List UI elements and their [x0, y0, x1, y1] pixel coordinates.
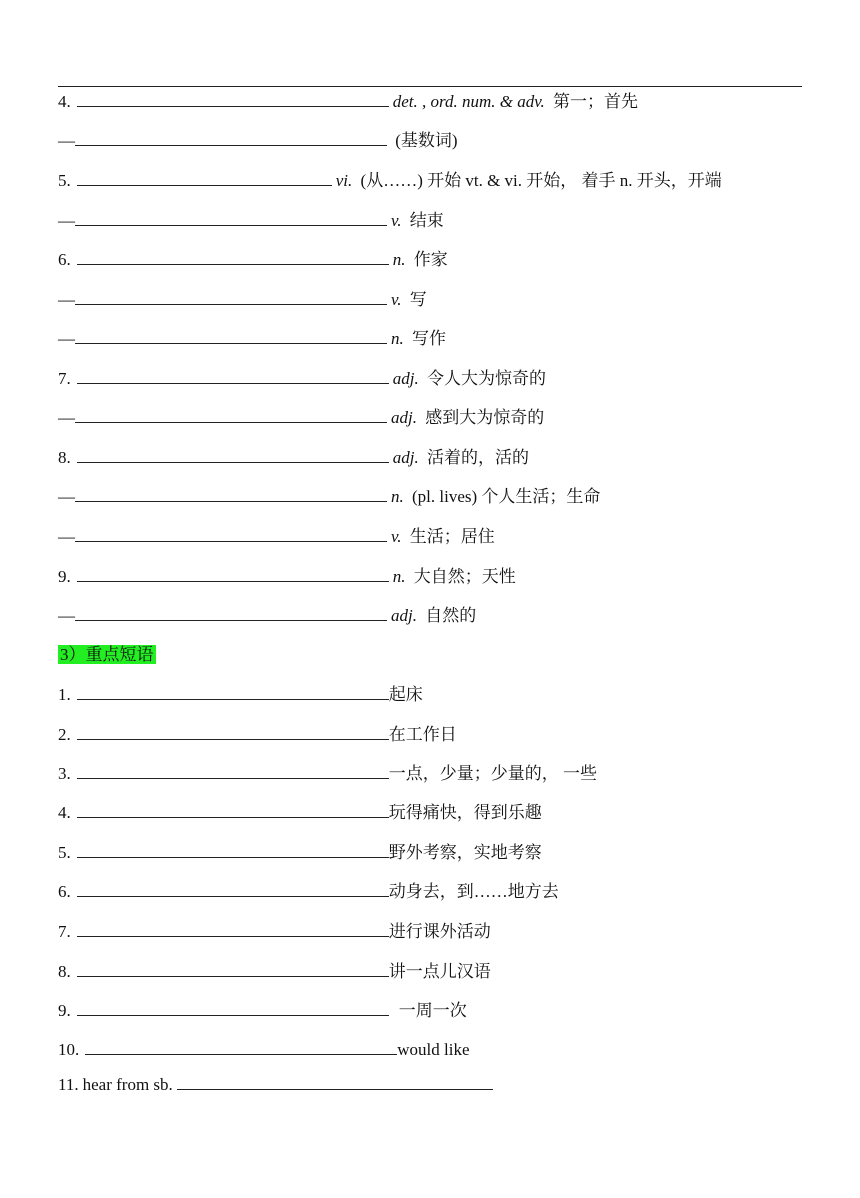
- worksheet-line: [58, 841, 542, 863]
- worksheet-line: [58, 920, 491, 942]
- answer-blank[interactable]: [77, 90, 389, 107]
- worksheet-line: [58, 288, 427, 310]
- section-title: 3）重点短语: [60, 645, 154, 664]
- part-of-speech: n.: [391, 329, 404, 348]
- item-number: —: [58, 211, 75, 230]
- item-number: —: [58, 408, 75, 427]
- worksheet-line: [58, 90, 638, 112]
- worksheet-line: [58, 644, 156, 666]
- worksheet-line: [58, 960, 491, 982]
- part-of-speech: adj.: [391, 408, 417, 427]
- answer-blank[interactable]: [77, 920, 389, 937]
- part-of-speech: v.: [391, 290, 402, 309]
- answer-blank[interactable]: [77, 841, 389, 858]
- answer-blank[interactable]: [77, 169, 332, 186]
- answer-blank[interactable]: [77, 960, 389, 977]
- item-number: 8.: [58, 962, 71, 981]
- answer-blank[interactable]: [77, 367, 389, 384]
- worksheet-line: [58, 327, 446, 349]
- answer-blank[interactable]: [77, 723, 389, 740]
- phrase-prompt: hear from sb.: [82, 1075, 173, 1094]
- answer-blank[interactable]: [75, 129, 387, 146]
- meaning: (从……) 开始 vt. & vi. 开始， 着手 n. 开头，开端: [356, 171, 722, 190]
- item-number: 9.: [58, 1001, 71, 1020]
- worksheet-line: [58, 762, 597, 784]
- worksheet-line: [58, 209, 444, 231]
- item-number: —: [58, 329, 75, 348]
- part-of-speech: adj.: [391, 606, 417, 625]
- answer-blank[interactable]: [177, 1073, 493, 1090]
- item-number: 7.: [58, 922, 71, 941]
- item-number: 11.: [58, 1075, 79, 1094]
- worksheet-line: [58, 723, 457, 745]
- meaning: 在工作日: [388, 725, 457, 744]
- meaning: 令人大为惊奇的: [422, 369, 546, 388]
- meaning: 一点，少量；少量的， 一些: [388, 764, 597, 783]
- answer-blank[interactable]: [77, 248, 389, 265]
- worksheet-line: [58, 485, 600, 507]
- answer-blank[interactable]: [77, 801, 389, 818]
- item-number: 9.: [58, 567, 71, 586]
- worksheet-line: [58, 406, 544, 428]
- answer-blank[interactable]: [77, 762, 389, 779]
- meaning: 大自然；天性: [409, 567, 516, 586]
- answer-blank[interactable]: [77, 446, 389, 463]
- meaning: 野外考察，实地考察: [388, 843, 542, 862]
- worksheet-line: [58, 367, 546, 389]
- top-rule: [58, 86, 802, 87]
- part-of-speech: v.: [391, 527, 402, 546]
- meaning: 自然的: [420, 606, 477, 625]
- meaning: 感到大为惊奇的: [420, 408, 545, 427]
- meaning: 起床: [388, 685, 423, 704]
- item-number: —: [58, 606, 75, 625]
- answer-blank[interactable]: [75, 485, 387, 502]
- meaning: 作家: [409, 250, 448, 269]
- worksheet-line: [58, 565, 516, 587]
- worksheet-line: [58, 999, 467, 1021]
- worksheet-line: [58, 1038, 470, 1060]
- worksheet-line: [58, 604, 476, 626]
- meaning: 生活；居住: [405, 527, 495, 546]
- item-number: 2.: [58, 725, 71, 744]
- meaning: 动身去，到……地方去: [388, 882, 559, 901]
- item-number: 5.: [58, 171, 71, 190]
- part-of-speech: n.: [392, 567, 406, 586]
- meaning: 一周一次: [398, 1001, 467, 1020]
- item-number: 3.: [58, 764, 71, 783]
- answer-blank[interactable]: [75, 327, 387, 344]
- item-number: 10.: [58, 1040, 80, 1059]
- part-of-speech: n.: [392, 250, 406, 269]
- answer-blank[interactable]: [75, 288, 387, 305]
- meaning: 进行课外活动: [388, 922, 491, 941]
- item-number: —: [58, 131, 75, 150]
- answer-blank[interactable]: [77, 880, 389, 897]
- worksheet-line: [58, 525, 495, 547]
- meaning: 玩得痛快，得到乐趣: [388, 803, 542, 822]
- worksheet-line: [58, 129, 458, 151]
- part-of-speech: adj.: [392, 369, 419, 388]
- answer-blank[interactable]: [75, 209, 387, 226]
- worksheet-line: [58, 446, 529, 468]
- answer-blank[interactable]: [75, 604, 387, 621]
- worksheet-line: [58, 880, 559, 902]
- part-of-speech: adj.: [392, 448, 419, 467]
- item-number: 6.: [58, 882, 71, 901]
- meaning: would like: [397, 1040, 470, 1059]
- item-number: 4.: [58, 92, 71, 111]
- answer-blank[interactable]: [77, 999, 389, 1016]
- worksheet-line: [58, 683, 423, 705]
- part-of-speech: det. , ord. num. & adv.: [392, 92, 545, 111]
- meaning: 写作: [407, 329, 446, 348]
- item-number: —: [58, 527, 75, 546]
- worksheet-line: [58, 169, 722, 191]
- answer-blank[interactable]: [77, 683, 389, 700]
- item-number: 4.: [58, 803, 71, 822]
- worksheet-line: [58, 248, 448, 270]
- meaning: 活着的，活的: [422, 448, 529, 467]
- worksheet-line: [58, 1073, 493, 1095]
- item-number: —: [58, 487, 75, 506]
- item-number: —: [58, 290, 75, 309]
- meaning: 讲一点儿汉语: [388, 962, 491, 981]
- answer-blank[interactable]: [75, 525, 387, 542]
- meaning: (基数词): [391, 131, 458, 150]
- item-number: 7.: [58, 369, 71, 388]
- worksheet-line: [58, 801, 542, 823]
- item-number: 8.: [58, 448, 71, 467]
- answer-blank[interactable]: [75, 406, 387, 423]
- item-number: 1.: [58, 685, 71, 704]
- meaning: 写: [405, 290, 427, 309]
- part-of-speech: vi.: [335, 171, 353, 190]
- meaning: (pl. lives) 个人生活；生命: [407, 487, 601, 506]
- answer-blank[interactable]: [85, 1038, 397, 1055]
- meaning: 第一；首先: [548, 92, 639, 111]
- part-of-speech: v.: [391, 211, 402, 230]
- item-number: 5.: [58, 843, 71, 862]
- meaning: 结束: [405, 211, 444, 230]
- item-number: 6.: [58, 250, 71, 269]
- answer-blank[interactable]: [77, 565, 389, 582]
- part-of-speech: n.: [391, 487, 404, 506]
